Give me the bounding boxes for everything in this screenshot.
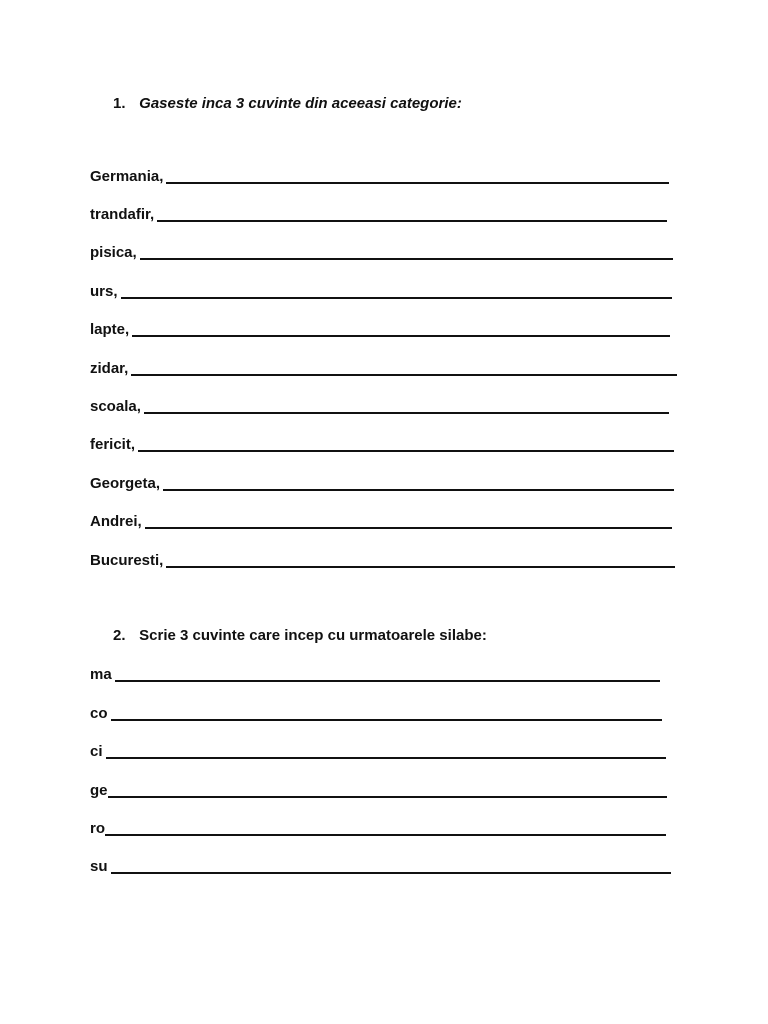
exercise-line[interactable] <box>90 242 673 262</box>
prompt-word: scoala, <box>90 398 141 415</box>
section-2-title: Scrie 3 cuvinte care incep cu urmatoarele silabe: <box>139 627 487 644</box>
prompt-word: lapte, <box>90 321 130 338</box>
answer-blank[interactable] <box>140 258 673 260</box>
syllable-prompt: ci <box>90 743 103 760</box>
exercise-line[interactable] <box>90 818 666 838</box>
answer-blank[interactable] <box>105 834 666 836</box>
answer-blank[interactable] <box>144 412 669 414</box>
exercise-line[interactable] <box>90 358 677 378</box>
prompt-word: Germania, <box>90 168 164 185</box>
answer-blank[interactable] <box>157 220 667 222</box>
prompt-word: zidar, <box>90 360 129 377</box>
exercise-line[interactable] <box>90 281 672 301</box>
prompt-word: Bucuresti, <box>90 552 164 569</box>
syllable-prompt: su <box>90 858 108 875</box>
answer-blank[interactable] <box>145 527 672 529</box>
syllable-prompt: co <box>90 705 108 722</box>
exercise-line[interactable] <box>90 473 674 493</box>
answer-blank[interactable] <box>138 450 674 452</box>
prompt-word: Andrei, <box>90 513 142 530</box>
section-2-heading <box>113 627 487 644</box>
exercise-line[interactable] <box>90 856 671 876</box>
answer-blank[interactable] <box>106 757 666 759</box>
section-1-heading <box>113 95 462 112</box>
syllable-prompt: ro <box>90 820 105 837</box>
exercise-line[interactable] <box>90 396 669 416</box>
section-2-number: 2. <box>113 627 126 644</box>
answer-blank[interactable] <box>163 489 674 491</box>
answer-blank[interactable] <box>111 719 662 721</box>
exercise-line[interactable] <box>90 166 669 186</box>
prompt-word: fericit, <box>90 436 136 453</box>
section-1-title: Gaseste inca 3 cuvinte din aceeasi categorie: <box>139 95 462 112</box>
answer-blank[interactable] <box>166 566 675 568</box>
answer-blank[interactable] <box>108 796 667 798</box>
answer-blank[interactable] <box>121 297 672 299</box>
exercise-line[interactable] <box>90 511 672 531</box>
answer-blank[interactable] <box>132 335 670 337</box>
prompt-word: pisica, <box>90 244 137 261</box>
exercise-line[interactable] <box>90 664 660 684</box>
section-1-number: 1. <box>113 95 126 112</box>
exercise-line[interactable] <box>90 703 662 723</box>
exercise-line[interactable] <box>90 550 675 570</box>
prompt-word: Georgeta, <box>90 475 161 492</box>
exercise-line[interactable] <box>90 434 674 454</box>
exercise-line[interactable] <box>90 204 667 224</box>
answer-blank[interactable] <box>115 680 660 682</box>
exercise-line[interactable] <box>90 319 670 339</box>
prompt-word: urs, <box>90 283 118 300</box>
answer-blank[interactable] <box>111 872 671 874</box>
prompt-word: trandafir, <box>90 206 155 223</box>
syllable-prompt: ma <box>90 666 112 683</box>
answer-blank[interactable] <box>166 182 669 184</box>
answer-blank[interactable] <box>131 374 677 376</box>
exercise-line[interactable] <box>90 780 667 800</box>
syllable-prompt: ge <box>90 782 108 799</box>
exercise-line[interactable] <box>90 741 666 761</box>
